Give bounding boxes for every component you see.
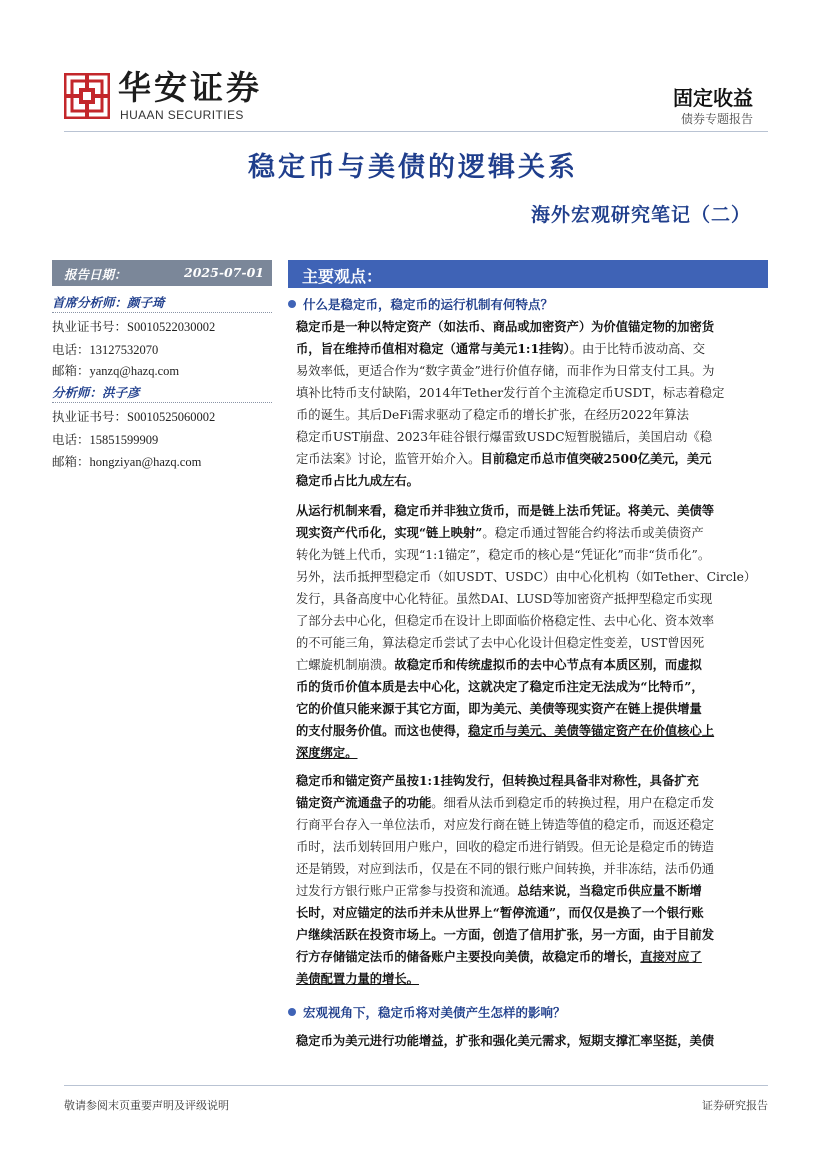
paragraph-line [296,698,760,720]
question-2 [288,1003,566,1021]
key-views-heading: 主要观点： [302,267,383,286]
paragraph-4 [296,1030,760,1052]
question-1-text: 什么是稳定币，稳定币的运行机制有何特点？ [303,297,554,312]
paragraph-line [296,858,760,880]
emphasis-text: 行方存储锚定法币的储备账户主要投向美债，故稳定币的增长， [296,949,641,964]
paragraph-line [296,968,760,990]
body-text: 币的诞生。其后DeFi需求驱动了稳定币的增长扩张，在经历2022年算法 [296,408,689,422]
analyst-2-name: 分析师：洪子彦 [52,385,140,400]
body-text: 。细看从法币到稳定币的转换过程，用户在稳定币发 [431,796,715,810]
paragraph-line [296,500,760,522]
body-text: 稳定币UST崩盘、2023年硅谷银行爆雷致USDC短暂脱锚后，美国启动《稳 [296,430,713,444]
report-subcategory: 债券专题报告 [680,112,753,126]
question-1 [288,295,553,313]
emphasis-text: 币，旨在维持币值相对稳定（通常与美元1:1挂钩） [296,341,570,356]
body-text: 转化为链上代币，实现“1:1锚定”，稳定币的核心是“凭证化”而非“货币化”。 [296,548,711,562]
paragraph-line [296,566,760,588]
emphasis-text: 深度绑定。 [296,745,358,760]
body-text: 行商平台存入一单位法币，对应发行商在链上铸造等值的稳定币，而返还稳定 [296,818,715,832]
paragraph-2 [296,500,760,764]
report-date-label: 报告日期： [64,267,127,282]
analyst-divider [52,402,272,404]
emphasis-text: 长时，对应锚定的法币并未从世界上“暂停流通”，而仅仅是换了一个银行账 [296,905,704,920]
paragraph-line [296,544,760,566]
paragraph-line [296,426,760,448]
body-text: 亡螺旋机制崩溃。 [296,658,395,672]
paragraph-line [296,338,760,360]
analyst-1-name: 首席分析师：颜子琦 [52,295,165,310]
paragraph-line [296,814,760,836]
body-text: 币时，法币划转回用户账户，回收的稳定币进行销毁。但无论是稳定币的铸造 [296,840,715,854]
report-date-bar [52,260,272,286]
emphasis-text: 总结来说，当稳定币供应量不断增 [517,883,702,898]
paragraph-line [296,792,760,814]
emphasis-text: 户继续活跃在投资市场上。一方面，创造了信用扩张，另一方面，由于目前发 [296,927,715,942]
paragraph-line [296,632,760,654]
paragraph-line [296,924,760,946]
emphasis-text: 的支付服务价值。而这也使得， [296,723,469,738]
analyst-2-phone: 电话：15851599909 [52,433,159,447]
report-date-value: 2025-07-01 [184,265,264,280]
emphasis-text: 目前稳定币总市值突破2500亿美元，美元 [480,451,712,466]
key-views-header [288,260,768,288]
body-text: 填补比特币支付缺陷，2014年Tether发行首个主流稳定币USDT，标志着稳定 [296,386,725,400]
paragraph-line [296,382,760,404]
question-2-text: 宏观视角下，稳定币将对美债产生怎样的影响？ [303,1005,566,1020]
body-text: 直接对应了 [640,949,702,964]
paragraph-line [296,522,760,544]
paragraph-line [296,610,760,632]
paragraph-line [296,770,760,792]
analyst-1-cert: 执业证书号：S0010522030002 [52,320,216,334]
body-text: 了部分去中心化，但稳定币在设计上即面临价格稳定性、去中心化、资本效率 [296,614,715,628]
paragraph-line [296,448,760,470]
paragraph-line [296,654,760,676]
logo-chinese-name: 华安证券 [118,68,262,107]
paragraph-line [296,1030,760,1052]
paragraph-line [296,470,760,492]
body-text: 还是销毁，对应到法币，仅是在不同的银行账户间转换，并非冻结，法币仍通 [296,862,715,876]
paragraph-line [296,676,760,698]
emphasis-text: 稳定币和锚定资产虽按1:1挂钩发行，但转换过程具备非对称性，具备扩充 [296,773,699,788]
paragraph-line [296,316,760,338]
body-text: 定币法案》讨论，监管开始介入。 [296,452,481,466]
report-subtitle: 海外宏观研究笔记（二） [530,204,751,226]
paragraph-line [296,742,760,764]
bullet-icon [288,1008,296,1016]
emphasis-text: 它的价值只能来源于其它方面，即为美元、美债等现实资产在链上提供增量 [296,701,702,716]
paragraph-line [296,360,760,382]
emphasis-text: 从运行机制来看，稳定币并非独立货币，而是链上法币凭证。将美元、美债等 [296,503,715,518]
report-title: 稳定币与美债的逻辑关系 [248,152,578,183]
analyst-1-email: 邮箱：yanzq@hazq.com [52,364,180,378]
emphasis-text: 美债配置力量的增长。 [296,971,419,986]
emphasis-text: 币的货币价值本质是去中心化，这就决定了稳定币注定无法成为“比特币”， [296,679,704,694]
analyst-divider [52,312,272,314]
emphasis-text: 稳定币是一种以特定资产（如法币、商品或加密资产）为价值锚定物的加密货 [296,319,715,334]
body-text: 过发行方银行账户正常参与投资和流通。 [296,884,518,898]
report-category: 固定收益 [673,86,753,110]
body-text: 的不可能三角，算法稳定币尝试了去中心化设计但稳定性变差，UST曾因死 [296,636,705,650]
footer-divider [64,1085,768,1086]
body-text: 发行，具备高度中心化特征。虽然DAI、LUSD等加密资产抵押型稳定币实现 [296,592,713,606]
footer-label: 证券研究报告 [702,1099,768,1112]
paragraph-line [296,902,760,924]
paragraph-line [296,880,760,902]
body-text: 稳定币与美元、美债等锚定资产在价值核心上 [468,723,715,738]
body-text: 另外，法币抵押型稳定币（如USDT、USDC）由中心化机构（如Tether、Circle） [296,570,757,584]
emphasis-text: 锚定资产流通盘子的功能 [296,795,432,810]
analyst-1-phone: 电话：13127532070 [52,343,159,357]
emphasis-text: 故稳定币和传统虚拟币的去中心节点有本质区别，而虚拟 [394,657,702,672]
body-text: 易效率低，更适合作为“数字黄金”进行价值存储，而非作为日常支付工具。为 [296,364,715,378]
paragraph-line [296,404,760,426]
body-text: 。由于比特币波动高、交 [569,342,706,356]
paragraph-3 [296,770,760,990]
emphasis-text: 现实资产代币化，实现“链上映射” [296,525,483,540]
paragraph-line [296,720,760,742]
paragraph-line [296,836,760,858]
paragraph-line [296,946,760,968]
emphasis-text: 稳定币为美元进行功能增益，扩张和强化美元需求，短期支撑汇率坚挺，美债 [296,1033,715,1048]
analyst-2-cert: 执业证书号：S0010525060002 [52,410,216,424]
paragraph-1 [296,316,760,492]
logo-english-name: HUAAN SECURITIES [120,108,244,122]
header-divider [64,131,768,132]
footer-disclaimer: 敬请参阅末页重要声明及评级说明 [64,1099,229,1112]
analyst-2-email: 邮箱：hongziyan@hazq.com [52,455,202,469]
emphasis-text: 稳定币占比九成左右。 [296,473,419,488]
bullet-icon [288,300,296,308]
paragraph-line [296,588,760,610]
body-text: 。稳定币通过智能合约将法币或美债资产 [482,526,704,540]
huaan-logo-icon [64,73,110,119]
